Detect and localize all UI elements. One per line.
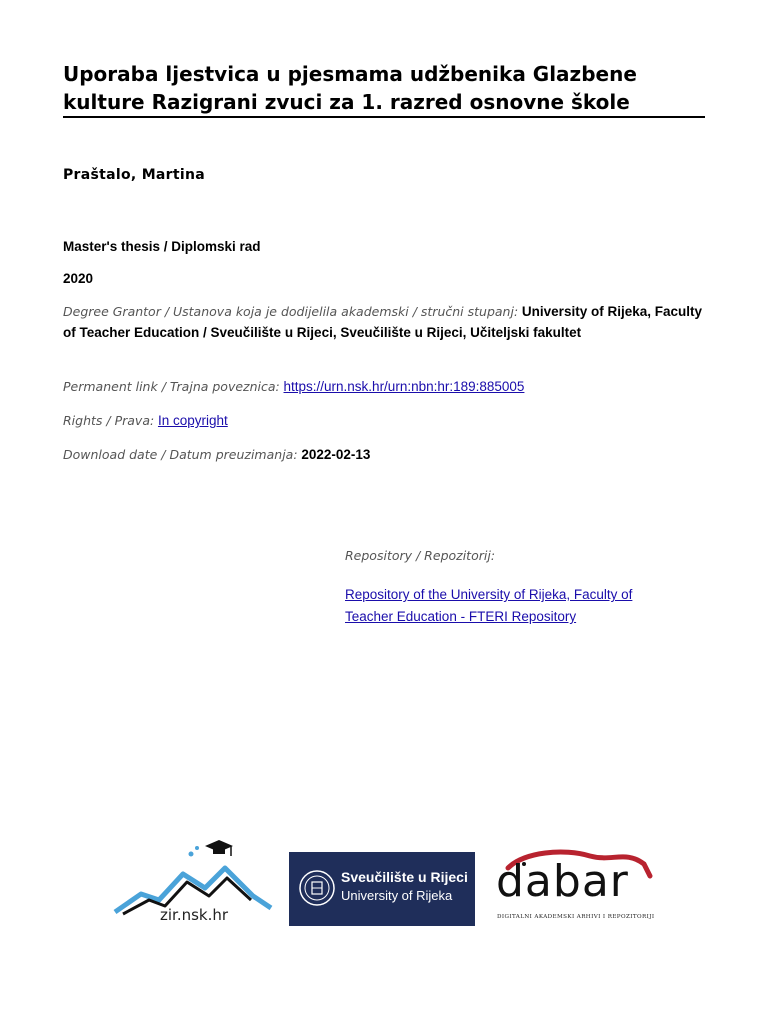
title-divider <box>63 116 705 118</box>
dabar-logo[interactable]: dabar <box>496 856 629 907</box>
permanent-link-url[interactable]: https://urn.nsk.hr/urn:nbn:hr:189:885005 <box>283 379 525 394</box>
author-name: Praštalo, Martina <box>63 167 205 183</box>
permanent-link-label: Permanent link / Trajna poveznica: <box>63 379 280 394</box>
rights <box>63 410 703 431</box>
uniri-name-en: University of Rijeka <box>341 888 453 903</box>
repository-link[interactable]: Repository of the University of Rijeka, Faculty of Teacher Education - FTERI Repository <box>345 587 633 624</box>
thesis-type: Master's thesis / Diplomski rad <box>63 239 261 254</box>
rights-link[interactable]: In copyright <box>157 413 228 428</box>
uniri-logo[interactable] <box>289 852 475 926</box>
rights-label: Rights / Prava: <box>63 413 155 428</box>
uniri-name-hr: Sveučilište u Rijeci <box>341 869 468 885</box>
download-date-label: Download date / Datum preuzimanja: <box>63 447 298 462</box>
download-date-value: 2022-02-13 <box>301 447 371 462</box>
repository-label: Repository / Repozitorij: <box>345 548 496 563</box>
download-date <box>63 444 703 465</box>
degree-grantor <box>63 301 703 343</box>
degree-grantor-label: Degree Grantor / Ustanova koja je dodijelila akademski / stručni stupanj: <box>63 304 519 319</box>
thesis-year: 2020 <box>63 271 94 286</box>
permanent-link <box>63 376 703 397</box>
dabar-subtitle: DIGITALNI AKADEMSKI ARHIVI I REPOZITORIJI <box>497 914 655 920</box>
uniri-emblem-icon <box>297 868 337 908</box>
zir-logo-text: zir.nsk.hr <box>160 906 229 924</box>
document-title: Uporaba ljestvica u pjesmama udžbenika Glazbene kulture Razigrani zvuci za 1. razred osnovne škole <box>63 62 637 114</box>
degree-grantor-value: University of Rijeka, Faculty of Teacher Education / Sveučilište u Rijeci, Sveučilište u Rijeci, Učiteljski fakultet <box>63 304 702 340</box>
repository <box>345 584 665 628</box>
